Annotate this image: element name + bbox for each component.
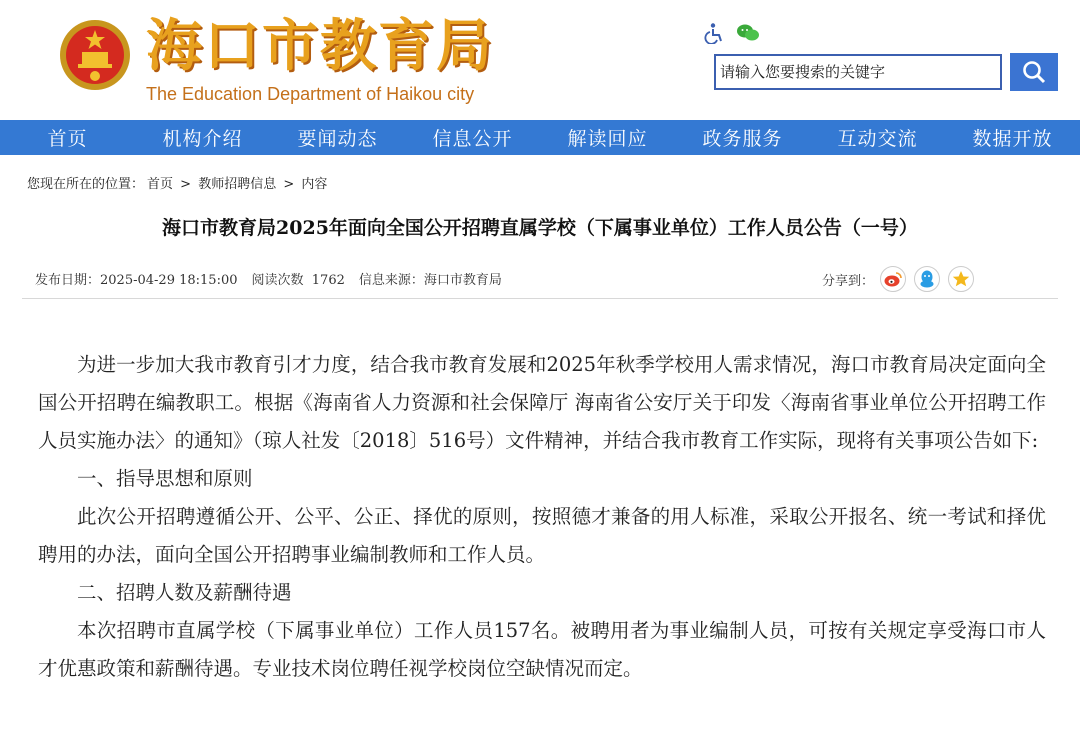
breadcrumb-separator: > [279,177,299,192]
site-subtitle: The Education Department of Haikou city [146,84,475,104]
breadcrumb-prefix: 您现在所在的位置： [27,177,145,192]
publish-date-field [35,269,238,288]
section-heading-positions: 二、招聘人数及薪酬待遇 [77,581,292,604]
nav-item-home[interactable]: 首页 [47,128,88,150]
positions-paragraph: 本次招聘市直属学校（下属事业单位）工作人员157名。被聘用者为事业编制人员，可按有关规定享受海口市人才优惠政策和薪酬待遇。专业技术岗位聘任视学校岗位空缺情况而定。 [38,619,1046,680]
accessibility-icon[interactable] [704,22,726,44]
share-label: 分享到： [822,274,875,289]
principles-paragraph: 此次公开招聘遵循公开、公平、公正、择优的原则，按照德才兼备的用人标准，采取公开报名、统一考试和择优聘用的办法，面向全国公开招聘事业编制教师和工作人员。 [38,505,1046,566]
site-header [0,0,1080,120]
article-title: 海口市教育局2025年面向全国公开招聘直属学校（下属事业单位）工作人员公告（一号） [162,217,918,239]
breadcrumb-home[interactable]: 首页 [147,177,174,192]
section-heading-principles: 一、指导思想和原则 [77,467,253,490]
qzone-icon [951,269,971,289]
search-input[interactable] [714,54,1002,90]
meta-divider [22,298,1058,299]
nav-item-services[interactable]: 政务服务 [702,128,783,150]
article-meta [35,269,502,288]
article-body [38,346,1046,688]
site-title: 海口市教育局 [146,14,494,79]
breadcrumb [27,173,330,192]
source-label: 信息来源： [358,273,424,288]
national-emblem-icon [58,18,132,92]
share-weibo-button[interactable] [880,266,906,292]
views-label: 阅读次数 [251,273,304,288]
main-nav [0,120,1080,155]
search-icon [1021,59,1047,85]
share-qq-button[interactable] [914,266,940,292]
qq-icon [918,269,936,289]
publish-date-value: 2025-04-29 18:15:00 [100,273,238,288]
share-qzone-button[interactable] [948,266,974,292]
nav-item-news[interactable]: 要闻动态 [297,128,378,150]
nav-item-interpretation[interactable]: 解读回应 [567,128,648,150]
nav-item-institution[interactable]: 机构介绍 [162,128,243,150]
publish-date-label: 发布日期： [35,273,101,288]
views-field [252,269,345,288]
weibo-icon [883,270,903,288]
views-count: 1762 [311,273,345,288]
source-field [359,269,502,288]
search-button[interactable] [1010,53,1058,91]
intro-paragraph: 为进一步加大我市教育引才力度，结合我市教育发展和2025年秋季学校用人需求情况，海口市教育局决定面向全国公开招聘在编教职工。根据《海南省人力资源和社会保障厅 海南省公安厅关于印发〈海南省事业单位公开招聘工作人员实施办法〉的通知》（琼人社发〔2018〕516号）文件精神，并结合我市教育工作实际，现将有关事项公告如下: [38,353,1046,452]
breadcrumb-section[interactable]: 教师招聘信息 [198,177,277,192]
nav-item-interaction[interactable]: 互动交流 [837,128,918,150]
nav-item-open-data[interactable]: 数据开放 [972,128,1053,150]
source-value: 海口市教育局 [423,273,502,288]
wechat-icon[interactable] [736,22,760,44]
breadcrumb-separator: > [176,177,196,192]
nav-item-info-disclosure[interactable]: 信息公开 [432,128,513,150]
breadcrumb-current: 内容 [301,177,328,192]
